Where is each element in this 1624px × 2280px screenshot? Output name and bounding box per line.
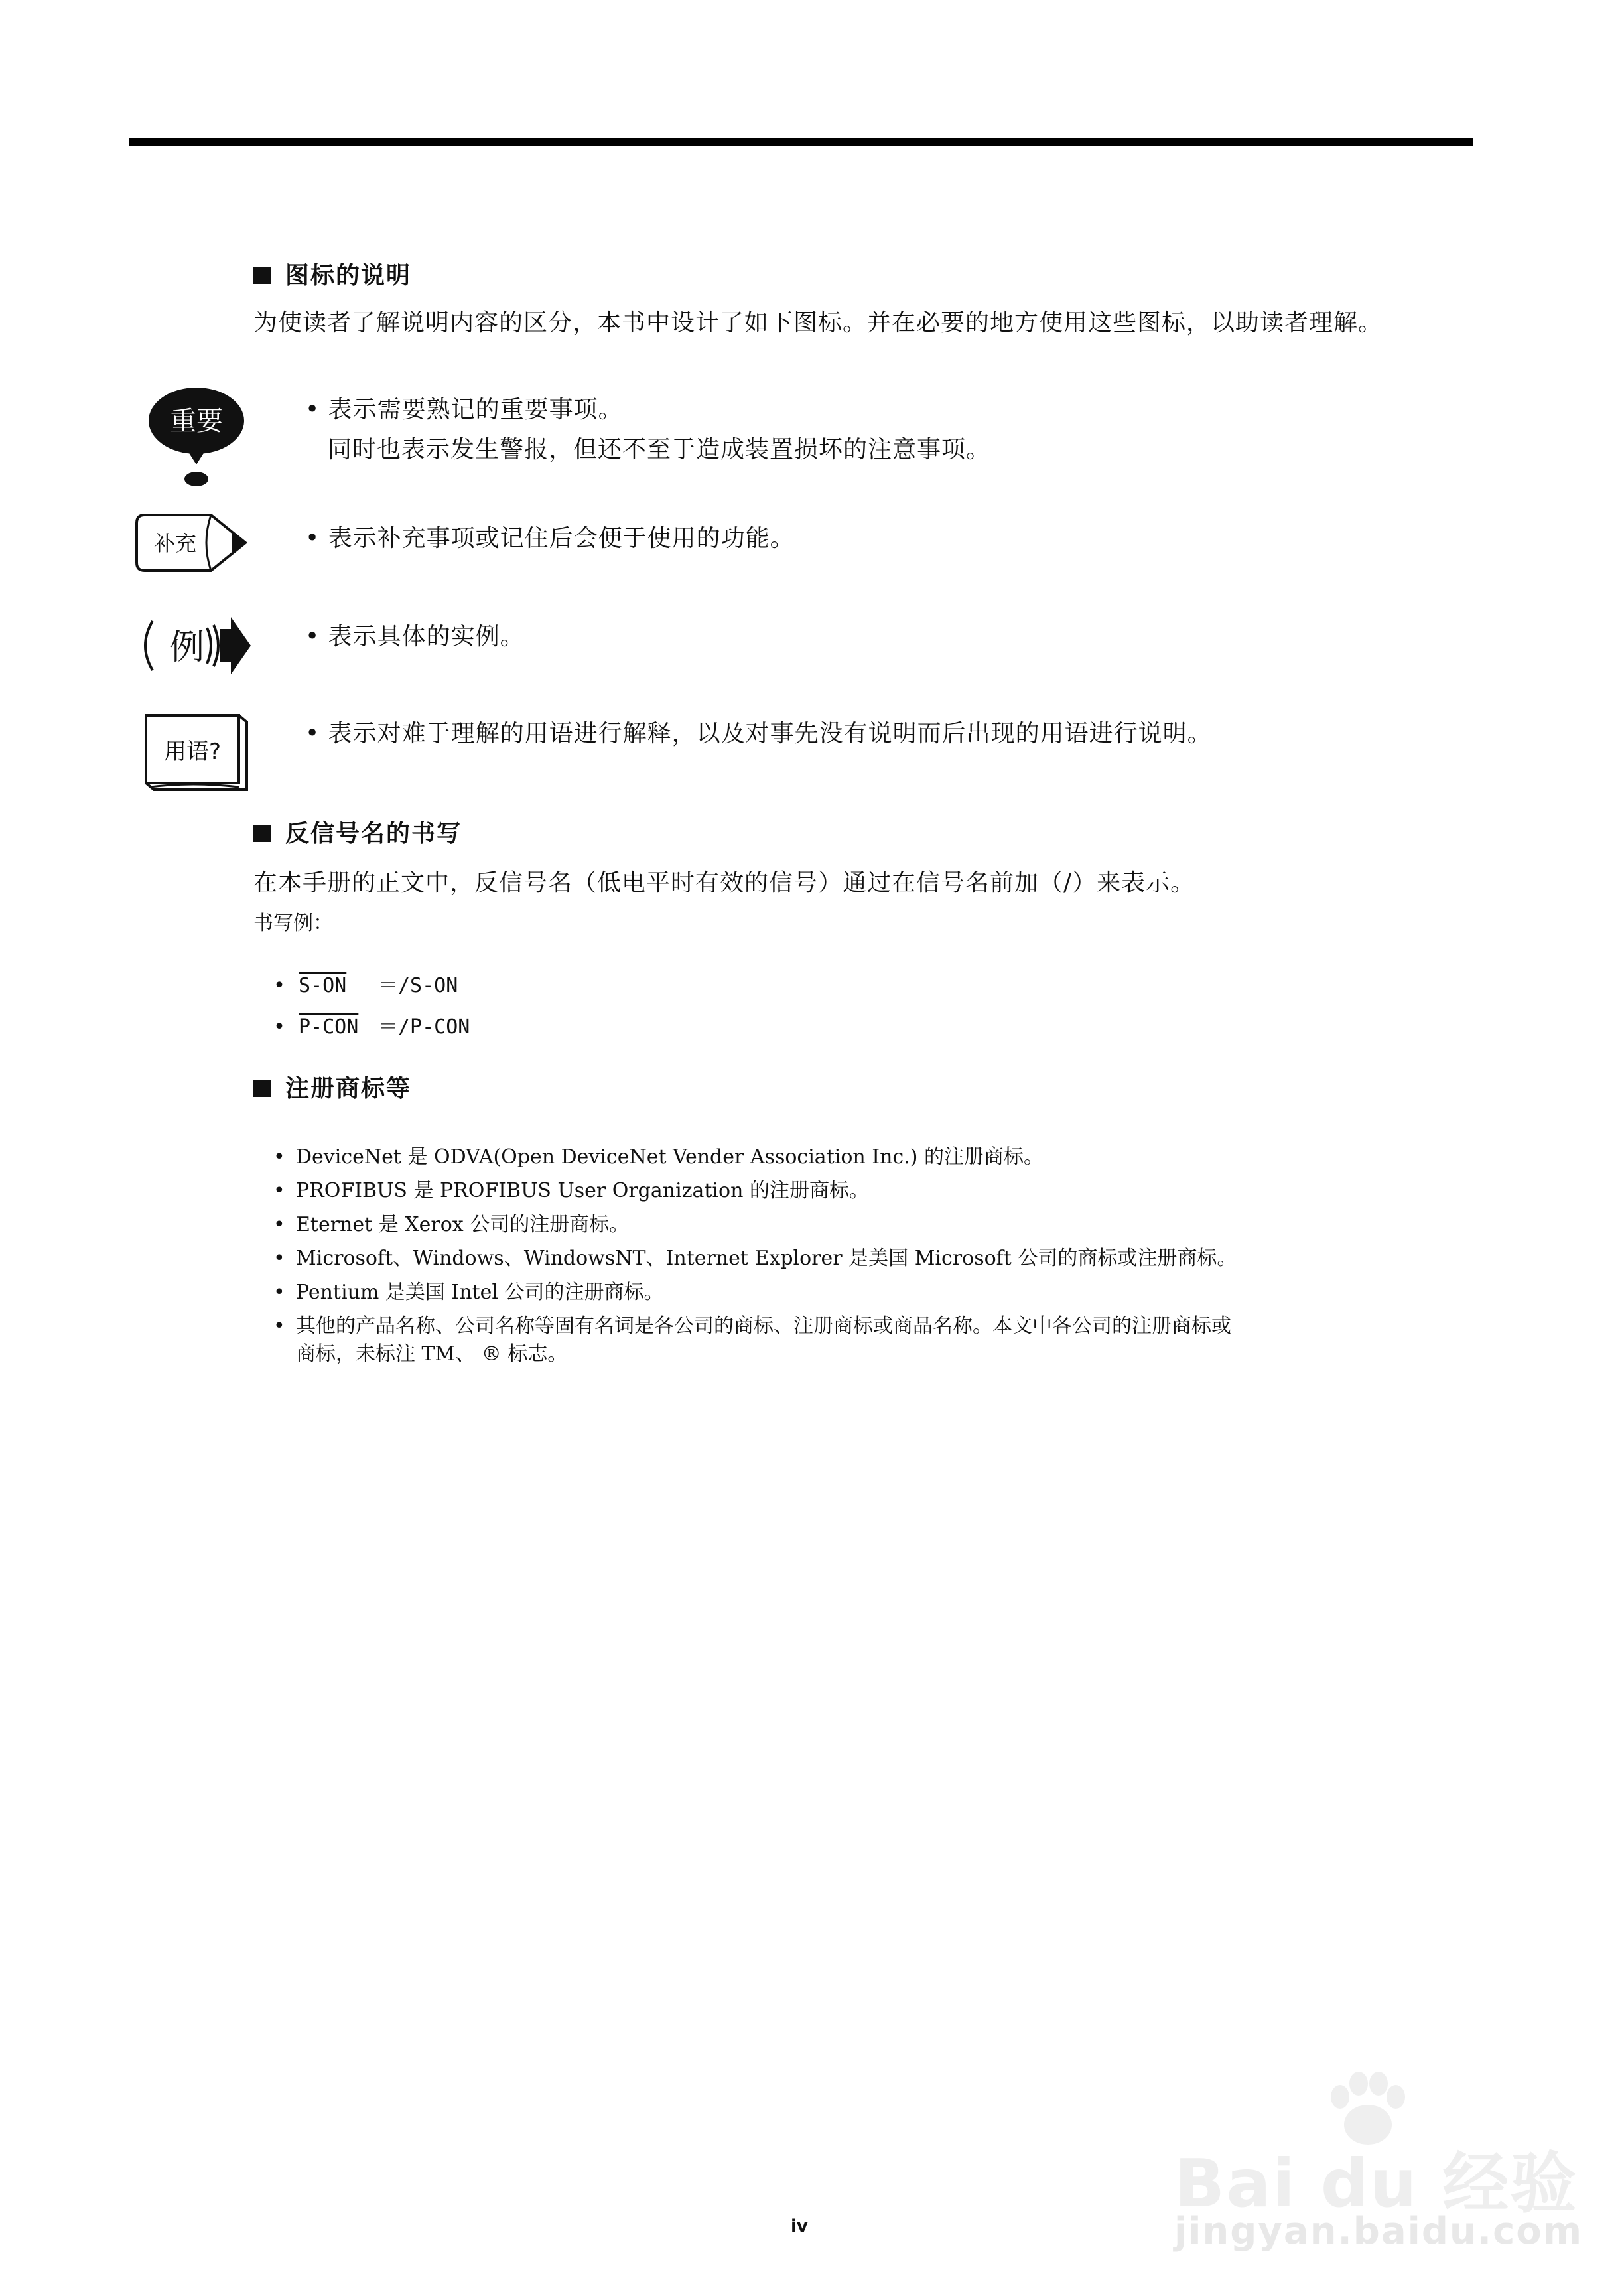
- section-title-signal: 反信号名的书写: [253, 815, 462, 849]
- supplement-icon: [133, 511, 249, 575]
- important-desc-line2: 同时也表示发生警报，但还不至于造成装置损坏的注意事项。: [328, 436, 991, 463]
- signal-name: P-CON: [299, 1015, 359, 1038]
- watermark-brand: Bai du 经验: [1174, 2145, 1578, 2222]
- list-item-continuation: 商标，未标注 TM、 ® 标志。: [296, 1342, 568, 1366]
- list-item: • Microsoft、Windows、WindowsNT、Internet Explorer 是美国 Microsoft 公司的商标或注册商标。: [273, 1247, 1237, 1270]
- supplement-desc: • 表示补充事项或记住后会便于使用的功能。: [305, 525, 795, 552]
- example-icon: [133, 609, 252, 682]
- page-number: iv: [791, 2216, 808, 2236]
- square-bullet-icon: [253, 825, 271, 842]
- signal-intro: 在本手册的正文中，反信号名（低电平时有效的信号）通过在信号名前加（/）来表示。: [253, 869, 1195, 896]
- watermark-url: jingyan.baidu.com: [1174, 2210, 1584, 2253]
- list-item: • Pentium 是美国 Intel 公司的注册商标。: [273, 1281, 664, 1304]
- example-icon-label: 例: [169, 628, 205, 668]
- list-item: • Eternet 是 Xerox 公司的注册商标。: [273, 1213, 630, 1236]
- example-desc: • 表示具体的实例。: [305, 623, 525, 650]
- trademark-list: [273, 1140, 1237, 1366]
- header-rule: [129, 138, 1473, 146]
- section-title-trademarks: 注册商标等: [253, 1070, 411, 1104]
- signal-equivalent: ＝/P-CON: [378, 1015, 470, 1038]
- square-bullet-icon: [253, 1080, 271, 1097]
- terminology-desc: • 表示对难于理解的用语进行解释，以及对事先没有说明而后出现的用语进行说明。: [305, 720, 1212, 747]
- signal-example-row: • P-CON ＝/P-CON: [273, 1015, 470, 1038]
- terminology-icon-label: 用语?: [163, 739, 222, 765]
- terminology-icon: [139, 710, 252, 796]
- list-item: • 其他的产品名称、公司名称等固有名词是各公司的商标、注册商标或商品名称。本文中各公司的注册商标或: [273, 1315, 1231, 1338]
- square-bullet-icon: [253, 267, 271, 284]
- icons-intro: 为使读者了解说明内容的区分，本书中设计了如下图标。并在必要的地方使用这些图标，以助读者理解。: [253, 309, 1383, 336]
- important-icon: [147, 386, 247, 492]
- list-item: • PROFIBUS 是 PROFIBUS User Organization 的注册商标。: [273, 1179, 869, 1202]
- example-label: 书写例：: [253, 912, 333, 935]
- signal-equivalent: ＝/S-ON: [378, 974, 458, 997]
- important-desc-line1: • 表示需要熟记的重要事项。: [305, 396, 623, 423]
- section-title-icons: 图标的说明: [253, 257, 411, 291]
- signal-name: S-ON: [299, 974, 347, 997]
- important-icon-label: 重要: [170, 406, 223, 437]
- supplement-icon-label: 补充: [153, 531, 197, 556]
- signal-example-row: • S-ON ＝/S-ON: [273, 974, 458, 997]
- list-item: • DeviceNet 是 ODVA(Open DeviceNet Vender Association Inc.) 的注册商标。: [273, 1145, 1044, 1169]
- important-desc: [305, 390, 990, 470]
